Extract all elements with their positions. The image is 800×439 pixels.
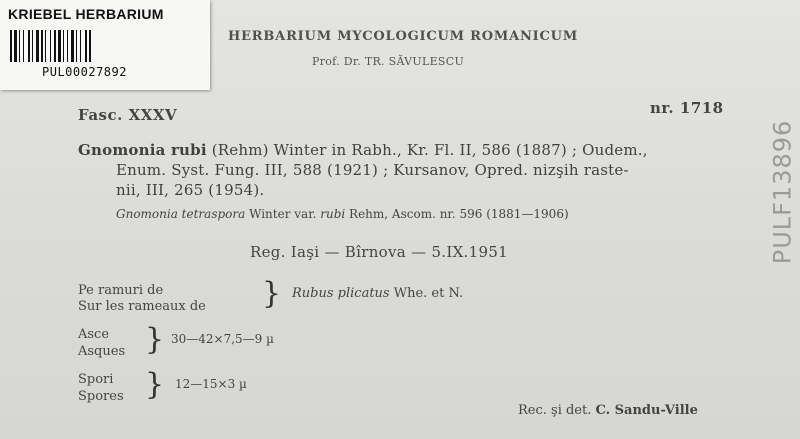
barcode-bar — [58, 30, 61, 62]
citation-line-1-text: (Rehm) Winter in Rabh., Kr. Fl. II, 586 (1887) ; Oudem., — [206, 141, 648, 159]
citation-line-2: Enum. Syst. Fung. III, 588 (1921) ; Kursanov, Opred. nizşih raste- — [116, 161, 629, 179]
synonym-part-1: Winter var. — [245, 207, 321, 221]
host-author: Whe. et N. — [389, 286, 464, 301]
barcode-bar — [23, 30, 24, 62]
barcode-bar — [19, 30, 20, 62]
barcode-bar — [36, 30, 39, 62]
citation-line-1 — [78, 141, 648, 159]
barcode-bar — [10, 30, 12, 62]
barcode-bar — [89, 30, 91, 62]
collector-prefix: Rec. şi det. — [518, 403, 596, 418]
host-plant — [292, 286, 463, 301]
barcode-graphic — [10, 30, 140, 62]
collector-line — [518, 403, 698, 418]
synonym-part-2: Rehm, Ascom. nr. 596 (1881—1906) — [345, 207, 569, 221]
synonym-species: Gnomonia tetraspora — [116, 207, 246, 221]
asci-dimensions: 30—42×7,5—9 µ — [171, 332, 274, 346]
collection-title: HERBARIUM MYCOLOGICUM ROMANICUM — [228, 29, 579, 44]
asci-label-fr: Asques — [78, 344, 126, 359]
barcode-bar — [76, 30, 77, 62]
barcode-bar — [63, 30, 64, 62]
barcode-bar — [71, 30, 74, 62]
barcode-bar — [45, 30, 46, 62]
asci-brace: } — [145, 322, 165, 357]
barcode-bar — [41, 30, 43, 62]
barcode-bar — [50, 30, 51, 62]
herbarium-code: PUL00027892 — [42, 65, 127, 79]
collection-locality: Reg. Iaşi — Bîrnova — 5.IX.1951 — [250, 243, 509, 261]
substrate-label-ro: Pe ramuri de — [78, 283, 164, 298]
substrate-brace: } — [262, 276, 282, 311]
asci-label-ro: Asce — [78, 327, 110, 342]
specimen-number: nr. 1718 — [650, 99, 724, 117]
barcode-bar — [80, 30, 81, 62]
synonym-line — [116, 207, 569, 221]
barcode-bar — [32, 30, 33, 62]
species-name: Gnomonia rubi — [78, 141, 207, 159]
barcode-bar — [85, 30, 87, 62]
herbarium-name: KRIEBEL HERBARIUM — [8, 6, 164, 22]
spores-brace: } — [145, 367, 165, 402]
collector-name: C. Sandu-Ville — [595, 403, 698, 418]
substrate-label-fr: Sur les rameaux de — [78, 299, 206, 314]
barcode-bar — [54, 30, 56, 62]
herbarium-barcode-label — [0, 0, 210, 90]
barcode-bar — [28, 30, 30, 62]
citation-line-3: nii, III, 265 (1954). — [116, 181, 265, 199]
fascicle-number: Fasc. XXXV — [78, 106, 178, 124]
collection-editor: Prof. Dr. TR. SĂVULESCU — [312, 55, 465, 68]
spores-label-ro: Spori — [78, 372, 114, 387]
synonym-variety: rubi — [320, 207, 346, 221]
spore-dimensions: 12—15×3 µ — [175, 377, 247, 391]
spores-label-fr: Spores — [78, 389, 124, 404]
barcode-bar — [14, 30, 17, 62]
host-species: Rubus plicatus — [292, 286, 390, 301]
barcode-bar — [67, 30, 68, 62]
accession-stamp-text: PULF13896 — [768, 119, 797, 265]
